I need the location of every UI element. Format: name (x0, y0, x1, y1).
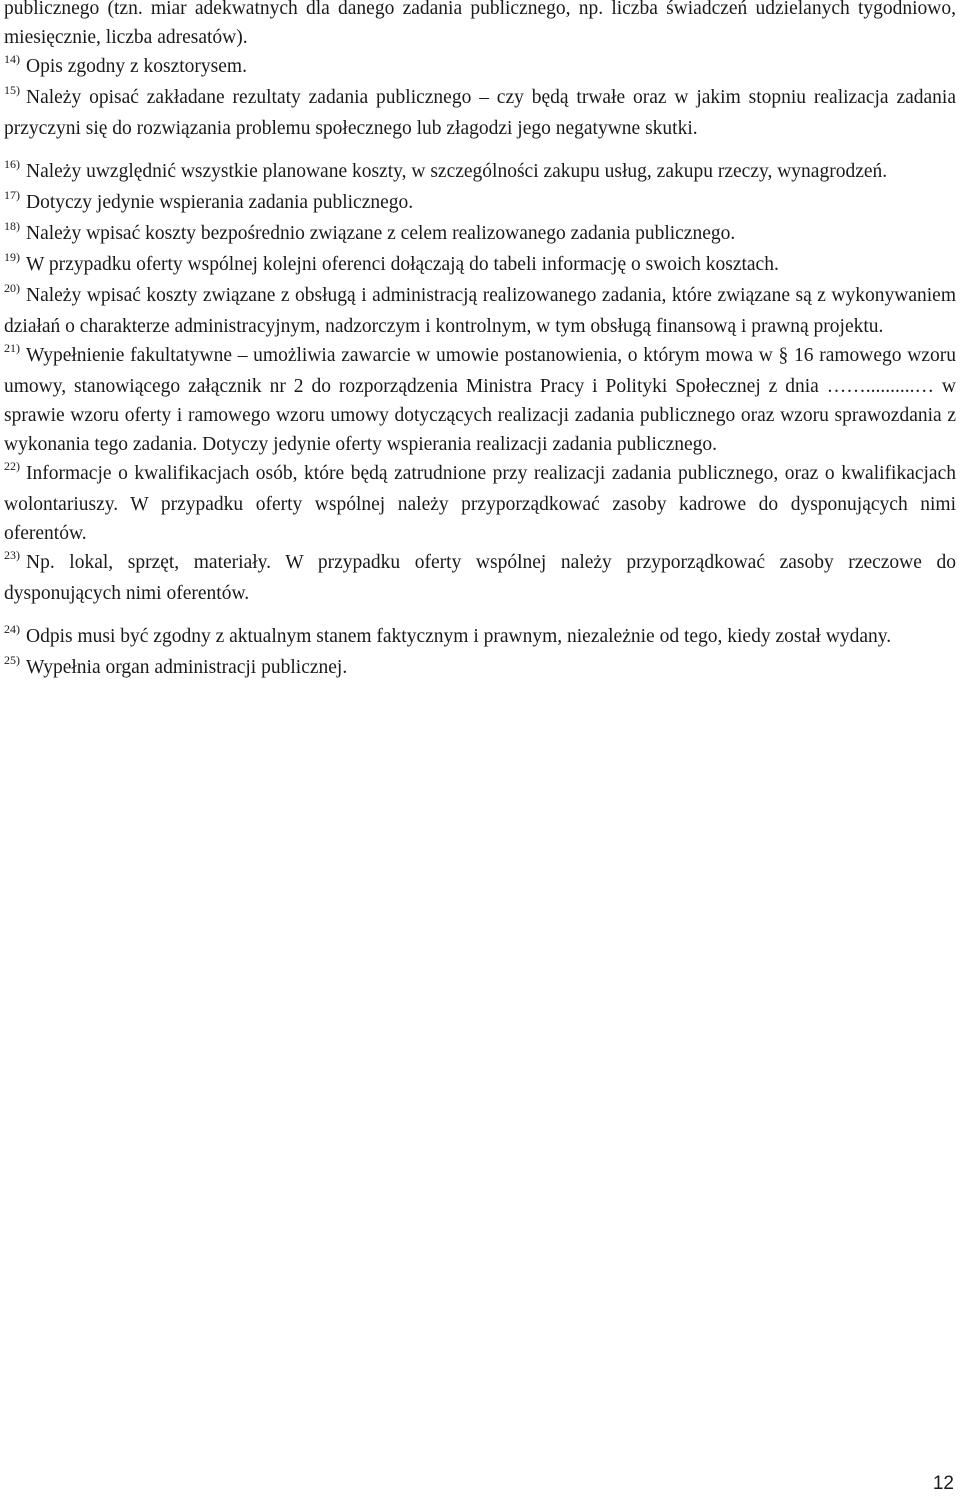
footnote-number: 24) (4, 622, 20, 636)
footnote-text: Np. lokal, sprzęt, materiały. W przypadku oferty wspólnej należy przyporządkować zasoby rzeczowe do dysponujących nimi oferentów. (4, 552, 956, 604)
footnote-15 (4, 83, 956, 143)
footnote-number: 18) (4, 219, 20, 233)
spacer (4, 608, 956, 622)
footnote-20 (4, 281, 956, 341)
page-number: 12 (932, 1473, 954, 1494)
footnote-17 (4, 188, 956, 219)
footnote-text: Odpis musi być zgodny z aktualnym stanem faktycznym i prawnym, niezależnie od tego, kiedy został wydany. (26, 626, 892, 647)
footnote-text: W przypadku oferty wspólnej kolejni oferenci dołączają do tabeli informację o swoich kosztach. (26, 254, 779, 275)
footnote-25 (4, 653, 956, 684)
footnote-number: 15) (4, 83, 20, 97)
footnote-text: Należy opisać zakładane rezultaty zadania publicznego – czy będą trwałe oraz w jakim stopniu realizacja zadania przyczyni się do rozwiązania problemu społecznego lub złagodzi jego negatywne skutki. (4, 87, 956, 139)
footnote-22 (4, 459, 956, 548)
footnote-number: 17) (4, 188, 20, 202)
footnote-21 (4, 341, 956, 459)
footnote-text: Należy wpisać koszty związane z obsługą i administracją realizowanego zadania, które związane są z wykonywaniem działań o charakterze administracyjnym, nadzorczym i kontrolnym, w tym obsługą finansową i prawną projektu. (4, 285, 956, 337)
footnote-number: 22) (4, 459, 20, 473)
footnote-text: Wypełnienie fakultatywne – umożliwia zawarcie w umowie postanowienia, o którym mowa w § 16 ramowego wzoru umowy, stanowiącego załącznik nr 2 do rozporządzenia Ministra Pracy i Polityki Społecznej z dnia ……..........… w sprawie wzoru oferty i ramowego wzoru umowy dotyczących realizacji zadania publicznego oraz wzoru sprawozdania z wykonania tego zadania. Dotyczy jedynie oferty wspierania realizacji zadania publicznego. (4, 345, 956, 455)
footnote-text: publicznego (tzn. miar adekwatnych dla danego zadania publicznego, np. liczba świadczeń udzielanych tygodniowo, miesięcznie, liczba adresatów). (4, 0, 956, 48)
footnote-number: 14) (4, 52, 20, 66)
footnote-16 (4, 157, 956, 188)
footnote-number: 21) (4, 341, 20, 355)
footnote-19 (4, 250, 956, 281)
footnote-number: 16) (4, 157, 20, 171)
footnote-24 (4, 622, 956, 653)
footnote-number: 19) (4, 250, 20, 264)
footnote-number: 25) (4, 653, 20, 667)
footnote-18 (4, 219, 956, 250)
footnote-text: Informacje o kwalifikacjach osób, które będą zatrudnione przy realizacji zadania publicznego, oraz o kwalifikacjach wolontariuszy. W przypadku oferty wspólnej należy przyporządkować zasoby kadrowe do dysponujących nimi oferentów. (4, 463, 956, 544)
spacer (4, 143, 956, 157)
footnote-text: Opis zgodny z kosztorysem. (26, 56, 247, 77)
footnote-13-continuation (4, 0, 956, 52)
footnote-number: 20) (4, 281, 20, 295)
footnote-text: Należy uwzględnić wszystkie planowane koszty, w szczególności zakupu usług, zakupu rzeczy, wynagrodzeń. (26, 161, 888, 182)
footnote-number: 23) (4, 548, 20, 562)
footnote-text: Dotyczy jedynie wspierania zadania publicznego. (26, 192, 414, 213)
footnote-14 (4, 52, 956, 83)
footnote-23 (4, 548, 956, 608)
footnote-text: Wypełnia organ administracji publicznej. (26, 657, 348, 678)
footnote-text: Należy wpisać koszty bezpośrednio związane z celem realizowanego zadania publicznego. (26, 223, 736, 244)
footnotes-page (4, 0, 956, 684)
